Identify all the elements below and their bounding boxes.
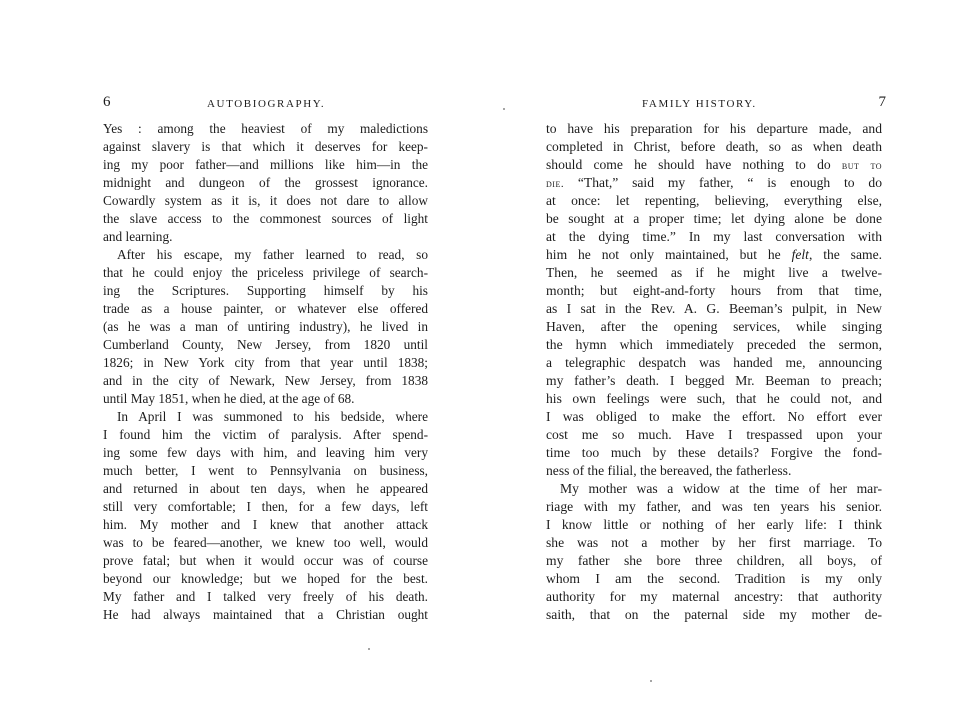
text-line xyxy=(103,210,428,228)
text-line xyxy=(546,444,882,462)
line-text: ing my poor father—and millions like him—in the xyxy=(103,157,428,172)
page-number-right: 7 xyxy=(878,94,886,110)
text-line xyxy=(103,462,428,480)
line-text: “That,” said my father, “ is enough to do xyxy=(564,175,882,190)
line-text: much better, I went to Pennsylvania on business, xyxy=(103,463,428,478)
text-line xyxy=(546,354,882,372)
text-line xyxy=(103,480,428,498)
line-text: and in the city of Newark, New Jersey, from 1838 xyxy=(103,373,428,388)
print-speck xyxy=(503,108,505,110)
text-line xyxy=(103,228,428,246)
text-line xyxy=(103,552,428,570)
line-text: whom I am the second. Tradition is my only xyxy=(546,571,882,586)
line-text: midnight and dungeon of the grossest ignorance. xyxy=(103,175,428,190)
text-line xyxy=(546,300,882,318)
line-text: My mother was a widow at the time of her mar- xyxy=(560,481,882,496)
small-caps-text: but to xyxy=(841,160,882,172)
text-line xyxy=(546,516,882,534)
text-line xyxy=(546,552,882,570)
line-text: still very comfortable; I then, for a few days, left xyxy=(103,499,428,514)
line-text: I found him the victim of paralysis. After spend- xyxy=(103,427,428,442)
print-speck xyxy=(368,648,370,650)
line-text: He had always maintained that a Christian ought xyxy=(103,607,428,622)
line-text: at the dying time.” In my last conversation with xyxy=(546,229,882,244)
left-page-header xyxy=(103,96,428,116)
line-text: saith, that on the paternal side my mother de- xyxy=(546,607,882,622)
line-text: I was obliged to make the effort. No effort ever xyxy=(546,409,882,424)
text-line xyxy=(103,138,428,156)
line-text: In April I was summoned to his bedside, where xyxy=(117,409,428,424)
page-number-left: 6 xyxy=(103,94,111,110)
text-line xyxy=(103,498,428,516)
line-text: that he could enjoy the priceless privilege of search- xyxy=(103,265,428,280)
line-text: against slavery is that which it deserves for keep- xyxy=(103,139,428,154)
line-text: Haven, after the opening services, while singing xyxy=(546,319,882,334)
text-line xyxy=(546,372,882,390)
text-line xyxy=(103,192,428,210)
text-line xyxy=(546,606,882,624)
text-line xyxy=(103,408,428,426)
line-text: 1826; in New York city from that year until 1838; xyxy=(103,355,428,370)
line-text: to have his preparation for his departure made, and xyxy=(546,121,882,136)
text-line xyxy=(103,570,428,588)
text-line xyxy=(103,426,428,444)
line-text: (as he was a man of untiring industry), he lived in xyxy=(103,319,428,334)
text-line xyxy=(103,174,428,192)
text-line xyxy=(103,282,428,300)
line-text: as I sat in the Rev. A. G. Beeman’s pulpit, in New xyxy=(546,301,882,316)
line-text: Cowardly system as it is, it does not dare to allow xyxy=(103,193,428,208)
text-line xyxy=(546,120,882,138)
line-text: a telegraphic despatch was handed me, announcing xyxy=(546,355,882,370)
running-head-right: FAMILY HISTORY. xyxy=(642,98,757,110)
text-line xyxy=(546,228,882,246)
line-text: Yes : among the heaviest of my maledictions xyxy=(103,121,428,136)
line-text: and returned in about ten days, when he appeared xyxy=(103,481,428,496)
left-page xyxy=(103,0,428,624)
text-line xyxy=(546,462,882,480)
line-text: Then, he seemed as if he might live a twelve- xyxy=(546,265,882,280)
text-line xyxy=(103,336,428,354)
text-line xyxy=(546,264,882,282)
running-head-left: AUTOBIOGRAPHY. xyxy=(207,98,326,110)
line-text: was to be feared—another, we knew too well, would xyxy=(103,535,428,550)
line-text: his own feelings were such, that he could not, and xyxy=(546,391,882,406)
line-text: Cumberland County, New Jersey, from 1820 until xyxy=(103,337,428,352)
text-line xyxy=(546,498,882,516)
text-line xyxy=(103,300,428,318)
small-caps-text: die. xyxy=(546,178,565,190)
left-page-text xyxy=(103,120,428,624)
line-text: My father and I talked very freely of his death. xyxy=(103,589,428,604)
text-line xyxy=(103,390,428,408)
text-line xyxy=(546,408,882,426)
right-page-text xyxy=(546,120,882,624)
line-text: should come he should have nothing to do xyxy=(546,157,831,172)
text-line xyxy=(103,264,428,282)
text-line xyxy=(103,354,428,372)
line-text: month; but eight-and-forty hours from that time, xyxy=(546,283,882,298)
line-text: prove fatal; but when it would occur was of course xyxy=(103,553,428,568)
line-text: the slave access to the commonest sources of light xyxy=(103,211,428,226)
text-line xyxy=(546,282,882,300)
text-line xyxy=(103,246,428,264)
text-line xyxy=(103,534,428,552)
text-line xyxy=(103,120,428,138)
text-line xyxy=(103,318,428,336)
line-text: she was not a mother by her first marriage. To xyxy=(546,535,882,550)
line-text: riage with my father, and was ten years his senior. xyxy=(546,499,882,514)
print-speck xyxy=(650,680,652,682)
text-line xyxy=(103,444,428,462)
text-line xyxy=(546,156,882,174)
text-line xyxy=(546,390,882,408)
text-line xyxy=(546,570,882,588)
text-line xyxy=(546,174,882,192)
right-page xyxy=(546,0,886,624)
line-text: him he not only maintained, but he xyxy=(546,247,781,262)
line-text: the hymn which immediately preceded the sermon, xyxy=(546,337,882,352)
text-line xyxy=(103,606,428,624)
text-line xyxy=(546,138,882,156)
line-text: him. My mother and I knew that another attack xyxy=(103,517,428,532)
text-line xyxy=(546,480,882,498)
line-text: I know little or nothing of her early life: I think xyxy=(546,517,882,532)
text-line xyxy=(546,534,882,552)
line-text: After his escape, my father learned to read, so xyxy=(117,247,428,262)
line-text: beyond our knowledge; but we hoped for the best. xyxy=(103,571,428,586)
line-text: until May 1851, when he died, at the age of 68. xyxy=(103,391,355,406)
italic-text: felt xyxy=(791,247,809,262)
line-text: trade as a house painter, or whatever else offered xyxy=(103,301,428,316)
text-line xyxy=(103,372,428,390)
line-text: be sought at a proper time; let dying alone be done xyxy=(546,211,882,226)
text-line xyxy=(546,318,882,336)
text-line xyxy=(546,246,882,264)
line-text: my father’s death. I begged Mr. Beeman to preach; xyxy=(546,373,882,388)
right-page-header xyxy=(546,94,886,116)
text-line xyxy=(546,426,882,444)
line-text: ing the Scriptures. Supporting himself by his xyxy=(103,283,428,298)
text-line xyxy=(103,588,428,606)
text-line xyxy=(103,516,428,534)
line-text: cost me so much. Have I trespassed upon your xyxy=(546,427,882,442)
line-text: at once: let repenting, believing, everything else, xyxy=(546,193,882,208)
text-line xyxy=(546,210,882,228)
line-text: and learning. xyxy=(103,229,173,244)
text-line xyxy=(546,588,882,606)
line-text: ness of the filial, the bereaved, the fatherless. xyxy=(546,463,792,478)
text-line xyxy=(546,192,882,210)
line-text: my father she bore three children, all boys, of xyxy=(546,553,882,568)
line-text: time too much by these details? Forgive the fond- xyxy=(546,445,882,460)
line-text: completed in Christ, before death, so as when death xyxy=(546,139,882,154)
line-text: authority for my maternal ancestry: that authority xyxy=(546,589,882,604)
line-text: ing some few days with him, and leaving him very xyxy=(103,445,428,460)
line-text: , the same. xyxy=(808,247,882,262)
text-line xyxy=(103,156,428,174)
text-line xyxy=(546,336,882,354)
